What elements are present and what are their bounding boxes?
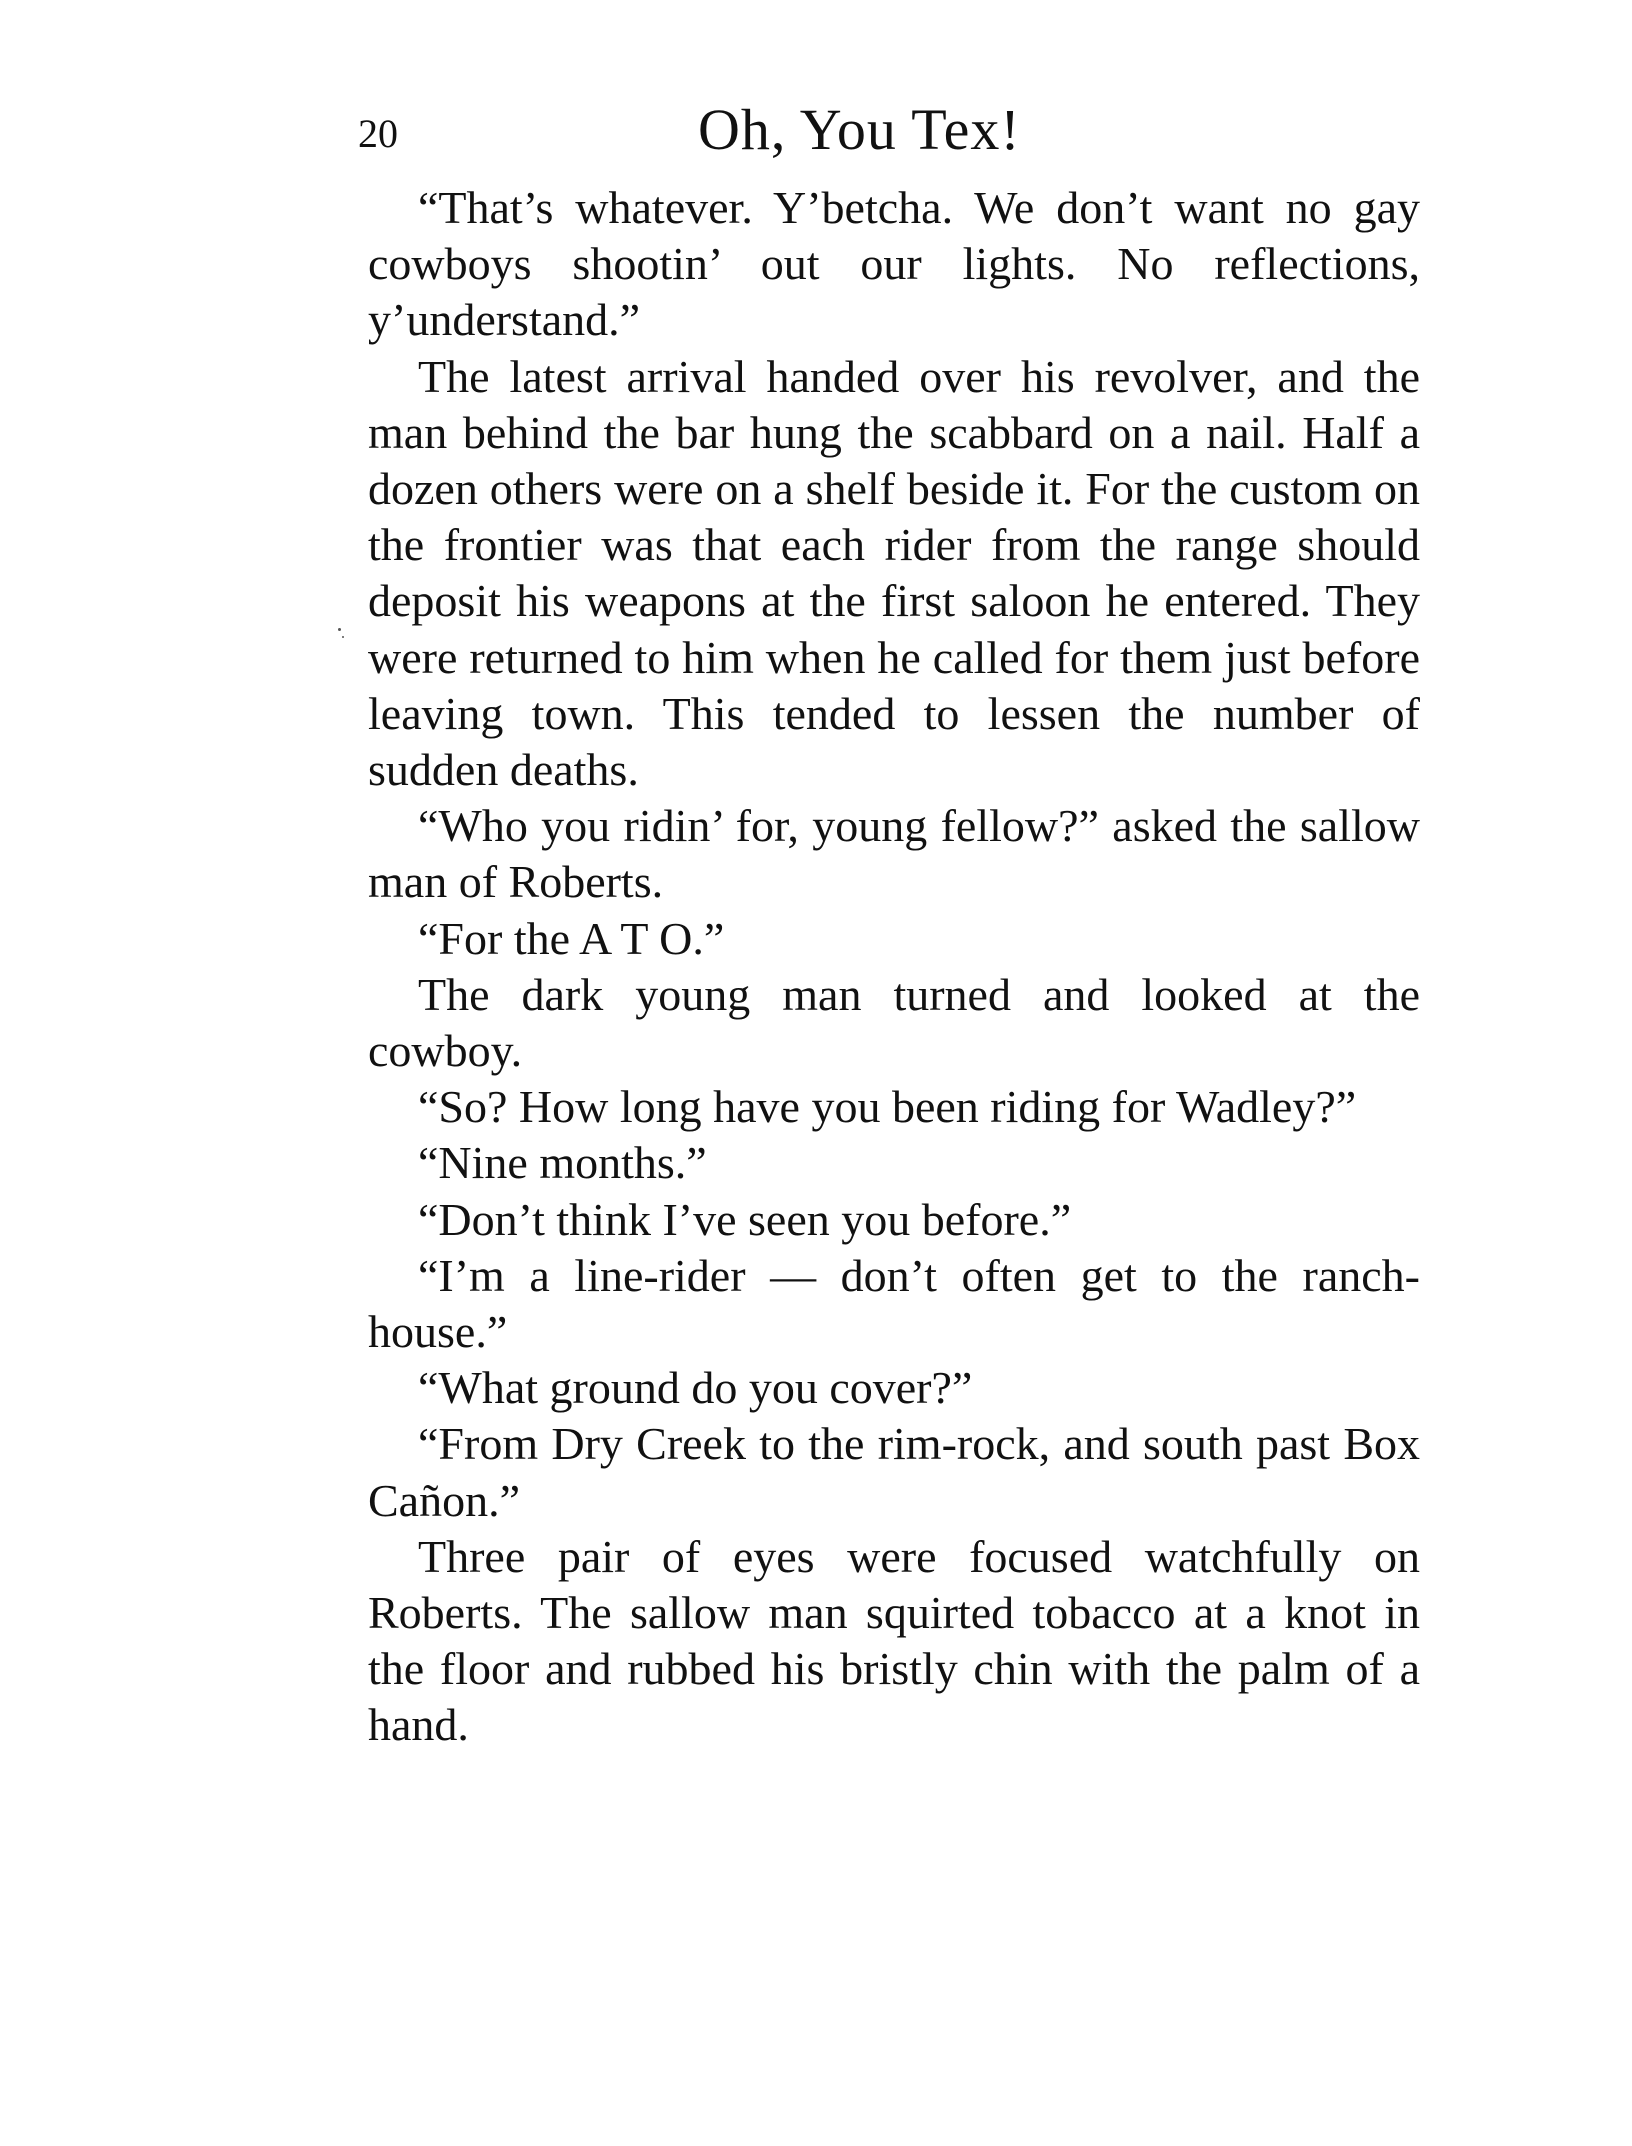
paragraph: The latest arrival handed over his revolver, and the man behind the bar hung the scabbard on a nail. Half a dozen others were on a shelf beside it. For the custom on the frontier was that each rider from the range should deposit his weapons at the first saloon he entered. They were returned to him when he called for them just before leaving town. This tended to lessen the number of sudden deaths. <box>368 350 1420 796</box>
paragraph: “For the A T O.” <box>418 912 725 964</box>
scan-speck <box>338 628 341 631</box>
paragraph: “Nine months.” <box>418 1137 707 1189</box>
paragraph: “Who you ridin’ for, young fellow?” asked the sallow man of Roberts. <box>368 800 1420 908</box>
paragraph: The dark young man turned and looked at the cowboy. <box>368 968 1420 1077</box>
paragraph: “Don’t think I’ve seen you before.” <box>418 1193 1072 1245</box>
page-header <box>358 92 1418 172</box>
paragraph: “So? How long have you been riding for Wadley?” <box>418 1081 1357 1133</box>
paragraph: “That’s whatever. Y’betcha. We don’t want no gay cowboys shootin’ out our lights. No reflections, y’understand.” <box>368 182 1420 346</box>
paragraph: “I’m a line-rider — don’t often get to the ranch-house.” <box>368 1249 1420 1358</box>
paragraph: Three pair of eyes were focused watchfully on Roberts. The sallow man squirted tobacco at a knot in the floor and rubbed his bristly chin with the palm of a hand. <box>368 1530 1420 1751</box>
running-title: Oh, You Tex! <box>698 97 1021 162</box>
page-number: 20 <box>358 111 398 156</box>
scan-speck <box>342 636 344 638</box>
body-text <box>368 180 1420 1754</box>
paragraph: “From Dry Creek to the rim-rock, and south past Box Cañon.” <box>368 1418 1420 1526</box>
paragraph: “What ground do you cover?” <box>418 1362 973 1414</box>
